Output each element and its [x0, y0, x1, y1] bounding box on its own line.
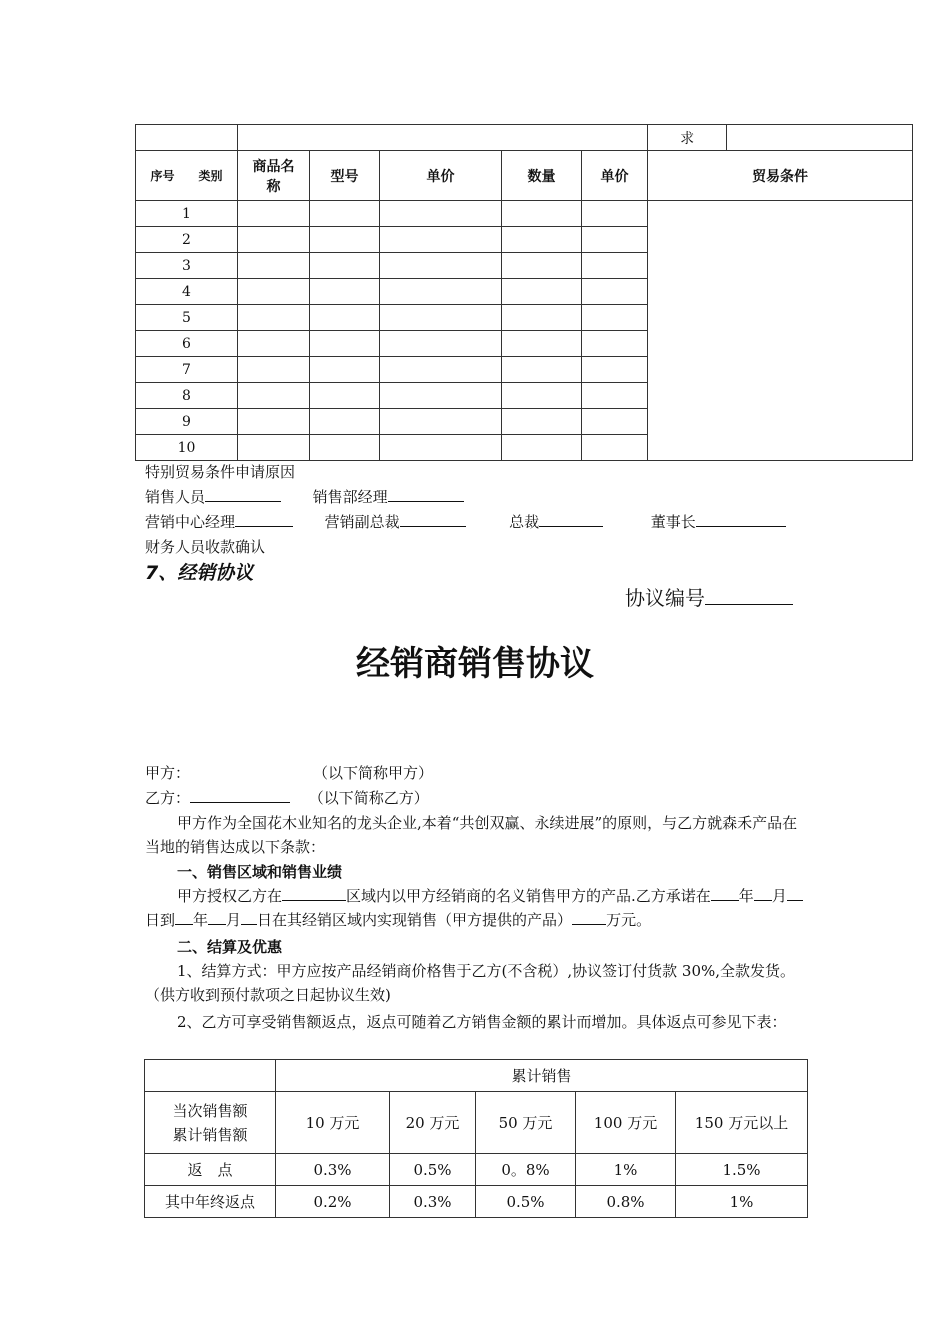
- section1-title: 一、销售区域和销售业绩: [177, 863, 343, 881]
- header-trade-terms: 贸易条件: [648, 151, 913, 201]
- input-cell[interactable]: [380, 201, 502, 227]
- input-cell[interactable]: [238, 357, 310, 383]
- row-number: 6: [136, 331, 238, 357]
- row-number: 7: [136, 357, 238, 383]
- input-cell[interactable]: [582, 409, 648, 435]
- marketing-center-manager-label: 营销中心经理: [145, 513, 236, 531]
- end-day-blank[interactable]: [241, 910, 257, 925]
- sales-person-signature-blank[interactable]: [205, 487, 281, 502]
- party-b-label: 乙方：: [145, 789, 191, 807]
- party-a-note: （以下简称甲方）: [313, 764, 434, 782]
- s1-text-e: 日到: [145, 911, 176, 929]
- cumulative-sales-header: 累计销售: [276, 1060, 808, 1092]
- input-cell[interactable]: [582, 357, 648, 383]
- input-cell[interactable]: [310, 409, 380, 435]
- input-cell[interactable]: [310, 331, 380, 357]
- trade-terms-cell[interactable]: [648, 201, 913, 461]
- year-end-rebate-value: 0.2%: [276, 1186, 390, 1218]
- s1-text-a: 甲方授权乙方在: [177, 887, 283, 905]
- input-cell[interactable]: [502, 305, 582, 331]
- section2-paragraph-1: 1、结算方式：甲方应按产品经销商价格售于乙方(不含税）,协议签订付货款 30%,全款发货。（供方收到预付款项之日起协议生效): [145, 962, 796, 1004]
- input-cell[interactable]: [502, 435, 582, 461]
- input-cell[interactable]: [238, 305, 310, 331]
- header-quantity: 数量: [502, 151, 582, 201]
- corner-line-1: 当次销售额: [172, 1101, 248, 1120]
- input-cell[interactable]: [310, 279, 380, 305]
- rebate-value: 0.5%: [390, 1154, 476, 1186]
- party-a-label: 甲方：: [145, 764, 191, 782]
- signoff-row-1: [145, 486, 464, 507]
- party-b-line: [145, 787, 429, 808]
- section2-paragraph-2: 2、乙方可享受销售额返点，返点可随着乙方销售金额的累计而增加。具体返点可参见下表：: [177, 1013, 787, 1031]
- section-heading: 7、经销协议: [145, 562, 254, 584]
- signoff-row-2: [145, 511, 786, 532]
- s1-text-i: 万元。: [606, 911, 652, 929]
- header-unit-price-2: 单价: [582, 151, 648, 201]
- party-b-note: （以下简称乙方）: [308, 789, 429, 807]
- s1-text-d: 月: [771, 887, 787, 905]
- day-blank[interactable]: [787, 886, 803, 901]
- s1-text-b: 区域内以甲方经销商的名义销售甲方的产品.乙方承诺在: [346, 887, 711, 905]
- input-cell[interactable]: [238, 279, 310, 305]
- chairman-label: 董事长: [650, 513, 696, 531]
- rebate-value: 1%: [576, 1154, 676, 1186]
- input-cell[interactable]: [380, 409, 502, 435]
- rebate-value: 0。8%: [476, 1154, 576, 1186]
- s1-text-h: 日在其经销区域内实现销售（甲方提供的产品）: [257, 911, 573, 929]
- tier-header: 150 万元以上: [676, 1092, 808, 1154]
- agreement-number-label: 协议编号: [625, 586, 705, 610]
- marketing-vp-label: 营销副总裁: [324, 513, 400, 531]
- input-cell[interactable]: [380, 279, 502, 305]
- input-cell[interactable]: [238, 253, 310, 279]
- blank-cell: [238, 125, 648, 151]
- year-end-rebate-label: 其中年终返点: [145, 1186, 276, 1218]
- input-cell[interactable]: [238, 409, 310, 435]
- rebate-value: 0.3%: [276, 1154, 390, 1186]
- finance-confirm-label: 财务人员收款确认: [145, 538, 266, 556]
- input-cell[interactable]: [502, 331, 582, 357]
- agreement-title: 经销商销售协议: [356, 644, 594, 684]
- header-seq-category: 序号 类别: [136, 151, 238, 201]
- header-product-name: 商品名称: [238, 151, 310, 201]
- input-cell[interactable]: [582, 253, 648, 279]
- intro-paragraph: 甲方作为全国花木业知名的龙头企业,本着“共创双赢、永续进展”的原则，与乙方就森禾产品在当地的销售达成以下条款：: [145, 814, 798, 856]
- input-cell[interactable]: [310, 357, 380, 383]
- marketing-center-manager-blank[interactable]: [235, 512, 293, 527]
- blank-cell: [136, 125, 238, 151]
- input-cell[interactable]: [238, 435, 310, 461]
- top-right-label: 求: [648, 125, 727, 151]
- row-number: 4: [136, 279, 238, 305]
- row-number: 1: [136, 201, 238, 227]
- input-cell[interactable]: [380, 253, 502, 279]
- input-cell[interactable]: [238, 383, 310, 409]
- input-cell[interactable]: [238, 201, 310, 227]
- input-cell[interactable]: [380, 383, 502, 409]
- input-cell[interactable]: [582, 201, 648, 227]
- input-cell[interactable]: [380, 357, 502, 383]
- input-cell[interactable]: [502, 227, 582, 253]
- marketing-vp-blank[interactable]: [400, 512, 466, 527]
- input-cell[interactable]: [582, 227, 648, 253]
- president-blank[interactable]: [539, 512, 603, 527]
- sales-manager-signature-blank[interactable]: [388, 487, 464, 502]
- input-cell[interactable]: [310, 305, 380, 331]
- s1-text-c: 年: [738, 887, 754, 905]
- rebate-row-label: 返 点: [145, 1154, 276, 1186]
- year-end-rebate-value: 0.5%: [476, 1186, 576, 1218]
- input-cell[interactable]: [310, 435, 380, 461]
- input-cell[interactable]: [310, 383, 380, 409]
- input-cell[interactable]: [502, 279, 582, 305]
- input-cell[interactable]: [502, 409, 582, 435]
- input-cell[interactable]: [238, 331, 310, 357]
- s1-text-f: 年: [193, 911, 209, 929]
- section2-title: 二、结算及优惠: [177, 938, 283, 956]
- chairman-blank[interactable]: [696, 512, 786, 527]
- tier-header: 50 万元: [476, 1092, 576, 1154]
- rebate-table: [144, 1059, 808, 1218]
- row-number: 2: [136, 227, 238, 253]
- header-model: 型号: [310, 151, 380, 201]
- input-cell[interactable]: [380, 227, 502, 253]
- row-number: 9: [136, 409, 238, 435]
- section1-paragraph: [145, 884, 807, 932]
- row-number: 3: [136, 253, 238, 279]
- input-cell[interactable]: [238, 227, 310, 253]
- corner-line-2: 累计销售额: [172, 1125, 248, 1144]
- agreement-number-line: [625, 582, 793, 611]
- corner-header-cell: [145, 1092, 276, 1154]
- input-cell[interactable]: [582, 331, 648, 357]
- president-label: 总裁: [509, 513, 540, 531]
- input-cell[interactable]: [502, 357, 582, 383]
- rebate-value: 1.5%: [676, 1154, 808, 1186]
- input-cell[interactable]: [310, 227, 380, 253]
- input-cell[interactable]: [502, 253, 582, 279]
- blank-cell: [145, 1060, 276, 1092]
- region-blank[interactable]: [282, 886, 346, 901]
- input-cell[interactable]: [502, 383, 582, 409]
- sales-person-label: 销售人员: [145, 488, 206, 506]
- row-number: 8: [136, 383, 238, 409]
- party-b-blank[interactable]: [190, 788, 290, 803]
- end-year-blank[interactable]: [175, 910, 193, 925]
- year-end-rebate-value: 0.3%: [390, 1186, 476, 1218]
- tier-header: 100 万元: [576, 1092, 676, 1154]
- s1-text-g: 月: [226, 911, 242, 929]
- agreement-number-blank[interactable]: [705, 584, 793, 605]
- input-cell[interactable]: [582, 305, 648, 331]
- input-cell[interactable]: [310, 201, 380, 227]
- year-end-rebate-value: 1%: [676, 1186, 808, 1218]
- input-cell[interactable]: [502, 201, 582, 227]
- input-cell[interactable]: [380, 331, 502, 357]
- input-cell[interactable]: [380, 305, 502, 331]
- header-unit-price: 单价: [380, 151, 502, 201]
- row-number: 10: [136, 435, 238, 461]
- input-cell[interactable]: [582, 435, 648, 461]
- input-cell[interactable]: [582, 383, 648, 409]
- special-reason-label: 特别贸易条件申请原因: [145, 463, 296, 481]
- party-a-line: [145, 762, 433, 783]
- blank-cell: [727, 125, 913, 151]
- tier-header: 10 万元: [276, 1092, 390, 1154]
- input-cell[interactable]: [582, 279, 648, 305]
- amount-blank[interactable]: [572, 910, 606, 925]
- sales-manager-label: 销售部经理: [312, 488, 388, 506]
- order-form-table: [135, 124, 913, 461]
- year-blank[interactable]: [711, 886, 739, 901]
- input-cell[interactable]: [310, 253, 380, 279]
- row-number: 5: [136, 305, 238, 331]
- input-cell[interactable]: [380, 435, 502, 461]
- month-blank[interactable]: [754, 886, 772, 901]
- end-month-blank[interactable]: [208, 910, 226, 925]
- tier-header: 20 万元: [390, 1092, 476, 1154]
- year-end-rebate-value: 0.8%: [576, 1186, 676, 1218]
